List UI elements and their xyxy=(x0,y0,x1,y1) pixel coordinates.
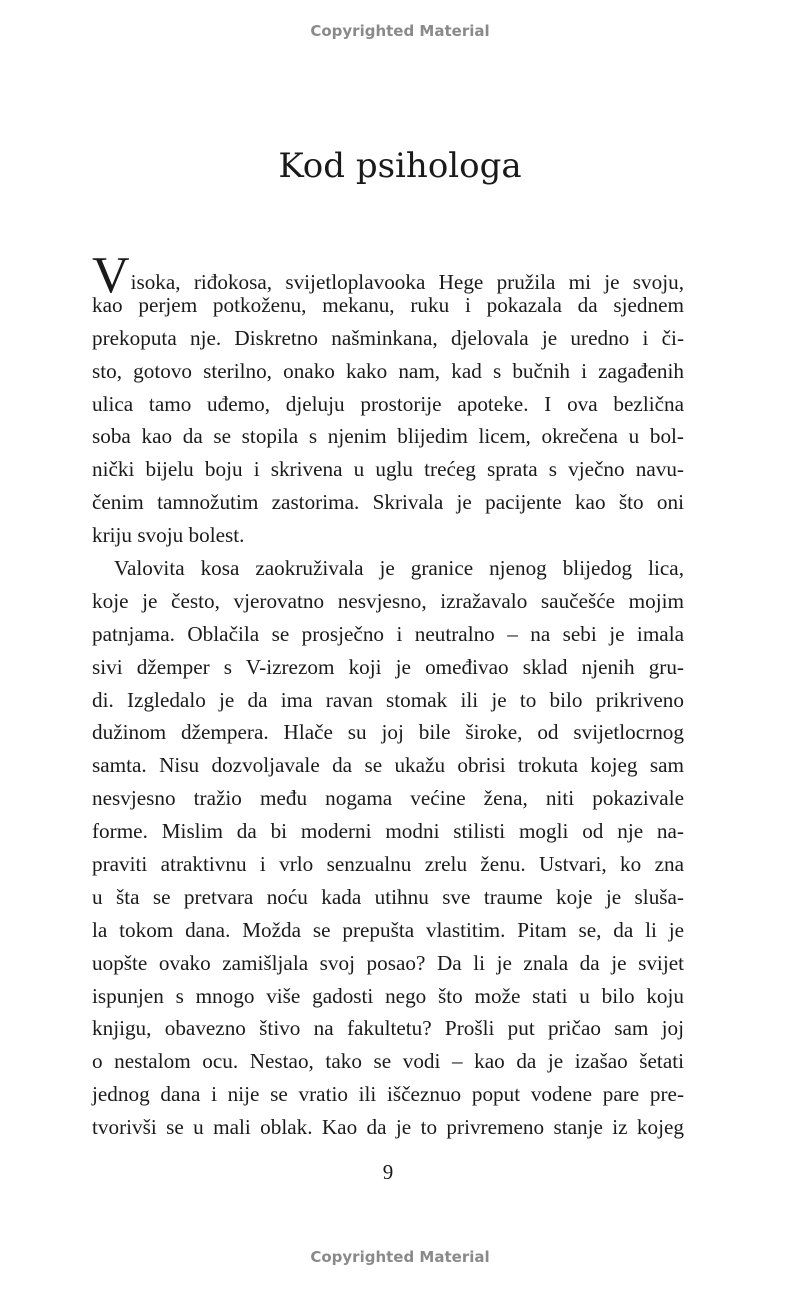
text-line: ispunjen s mnogo više gadosti nego što može stati u bilo koju xyxy=(92,983,684,1008)
text-line: u šta se pretvara noću kada utihnu sve traume koje je sluša- xyxy=(92,884,684,909)
text-line: la tokom dana. Možda se prepušta vlastitim. Pitam se, da li je xyxy=(92,917,684,942)
text-line: ulica tamo uđemo, djeluju prostorije apoteke. I ova bezlična xyxy=(92,391,684,416)
text-line: sivi džemper s V-izrezom koji je omeđivao sklad njenih gru- xyxy=(92,654,684,679)
copyright-watermark-top: Copyrighted Material xyxy=(310,22,490,40)
text-line: dužinom džempera. Hlače su joj bile široke, od svijetlocrnog xyxy=(92,720,684,745)
text-line: Visoka, riđokosa, svijetloplavooka Hege pružila mi je svoju, xyxy=(92,247,684,304)
text-line: koje je često, vjerovatno nesvjesno, izražavalo saučešće mojim xyxy=(92,588,684,613)
text-line: kriju svoju bolest. xyxy=(92,523,245,548)
paragraph-2 xyxy=(92,552,684,1144)
text-line: samta. Nisu dozvoljavale da se ukažu obrisi trokuta kojeg sam xyxy=(92,753,684,778)
text-line: o nestalom ocu. Nestao, tako se vodi – kao da je izašao šetati xyxy=(92,1049,684,1074)
text-line: praviti atraktivnu i vrlo senzualnu zrelu ženu. Ustvari, ko zna xyxy=(92,852,684,877)
chapter-title: Kod psihologa xyxy=(278,146,522,186)
text-line: kao perjem potkoženu, mekanu, ruku i pokazala da sjednem xyxy=(92,292,684,317)
text-line: di. Izgledalo je da ima ravan stomak ili je to bilo prikriveno xyxy=(92,687,684,712)
text-line: čenim tamnožutim zastorima. Skrivala je pacijente kao što oni xyxy=(92,490,684,515)
paragraph-1 xyxy=(92,247,684,552)
drop-cap: V xyxy=(92,247,130,304)
text-line: soba kao da se stopila s njenim blijedim licem, okrečena u bol- xyxy=(92,424,684,449)
text-line: knjigu, obavezno štivo na fakultetu? Prošli put pričao sam joj xyxy=(92,1016,684,1041)
text-line: nesvjesno tražio među nogama većine žena, niti pokazivale xyxy=(92,786,684,811)
text-line: sto, gotovo sterilno, onako kako nam, kad s bučnih i zagađenih xyxy=(92,358,684,383)
body-text xyxy=(92,247,684,1144)
text-line: jednog dana i nije se vratio ili iščeznuo poput vodene pare pre- xyxy=(92,1082,684,1107)
text-line: prekoputa nje. Diskretno našminkana, djelovala je uredno i či- xyxy=(92,325,684,350)
text-line: patnjama. Oblačila se prosječno i neutralno – na sebi je imala xyxy=(92,621,684,646)
text-line: tvorivši se u mali oblak. Kao da je to privremeno stanje iz kojeg xyxy=(92,1115,684,1140)
text-line: forme. Mislim da bi moderni modni stilisti mogli od nje na- xyxy=(92,819,684,844)
text-line: nički bijelu boju i skrivena u uglu trećeg sprata s vječno navu- xyxy=(92,457,684,482)
text-line: uopšte ovako zamišljala svoj posao? Da li je znala da je svijet xyxy=(92,950,684,975)
copyright-watermark-bottom: Copyrighted Material xyxy=(310,1248,490,1266)
page-number: 9 xyxy=(382,1160,394,1184)
text-line: Valovita kosa zaokruživala je granice njenog blijedog lica, xyxy=(114,556,684,581)
